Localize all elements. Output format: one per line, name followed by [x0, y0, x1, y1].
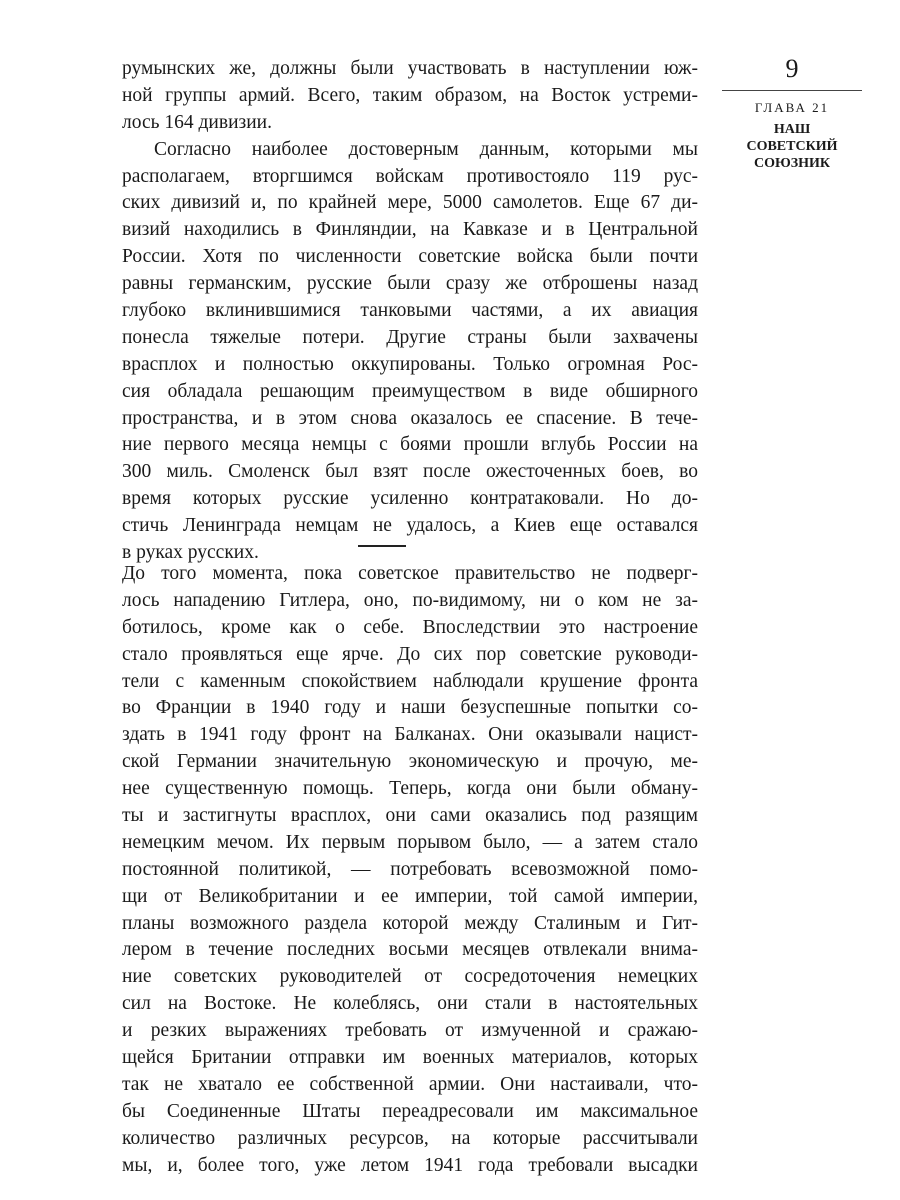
- chapter-title-line: СОВЕТСКИЙ: [746, 139, 838, 154]
- text-line: лось нападению Гитлера, оно, по-видимому, ни о ком не за-: [122, 589, 698, 611]
- text-line: ских дивизий и, по крайней мере, 5000 самолетов. Еще 67 ди-: [122, 192, 698, 214]
- text-line: располагаем, вторгшимся войскам противостояло 119 рус-: [122, 165, 698, 187]
- header-rule: [722, 90, 862, 91]
- text-line: тели с каменным спокойствием наблюдали крушение фронта: [122, 670, 698, 692]
- text-line: в руках русских.: [122, 542, 259, 564]
- text-line: равны германским, русские были сразу же отброшены назад: [122, 273, 698, 295]
- text-line: румынских же, должны были участвовать в наступлении юж-: [122, 58, 698, 79]
- text-line: бы Соединенные Штаты переадресовали им максимальное: [122, 1100, 698, 1122]
- text-line: пространства, и в этом снова оказалось ее спасение. В тече-: [122, 407, 698, 429]
- text-line: Согласно наиболее достоверным данным, которыми мы: [154, 138, 698, 160]
- text-line: щи от Великобритании и ее империи, той самой империи,: [122, 885, 698, 907]
- chapter-title: [722, 121, 862, 172]
- text-line: мы, и, более того, уже летом 1941 года требовали высадки: [122, 1154, 698, 1176]
- text-line: 300 миль. Смоленск был взят после ожесточенных боев, во: [122, 461, 698, 483]
- page-number: 9: [785, 54, 799, 83]
- text-line: количество различных ресурсов, на которые рассчитывали: [122, 1127, 698, 1149]
- text-line: врасплох и полностью оккупированы. Только огромная Рос-: [122, 353, 698, 375]
- text-line: визий находились в Финляндии, на Кавказе и в Центральной: [122, 219, 698, 241]
- text-line: планы возможного раздела которой между Сталиным и Гит-: [122, 912, 698, 934]
- chapter-title-line: НАШ: [773, 122, 811, 137]
- text-line: постоянной политикой, — потребовать всевозможной помо-: [122, 858, 698, 880]
- chapter-title-line: СОЮЗНИК: [753, 156, 831, 171]
- text-line: ние советских руководителей от сосредоточения немецких: [122, 966, 698, 988]
- text-line: ной группы армий. Всего, таким образом, на Восток устреми-: [122, 84, 698, 106]
- text-line: сия обладала решающим преимуществом в виде обширного: [122, 380, 698, 402]
- text-line: понесла тяжелые потери. Другие страны были захвачены: [122, 326, 698, 348]
- text-line: нее существенную помощь. Теперь, когда они были обману-: [122, 778, 698, 800]
- text-line: ние первого месяца немцы с боями прошли вглубь России на: [122, 434, 698, 456]
- text-line: так не хватало ее собственной армии. Они настаивали, что-: [122, 1073, 698, 1095]
- text-line: во Франции в 1940 году и наши безуспешные попытки со-: [122, 697, 698, 719]
- chapter-label: ГЛАВА 21: [754, 100, 830, 115]
- body-text-section-2: [122, 561, 698, 1179]
- text-line: стичь Ленинграда немцам не удалось, а Киев еще оставался: [122, 515, 698, 537]
- body-text-section-1: [122, 56, 698, 567]
- section-separator: [358, 545, 406, 547]
- text-line: лером в течение последних восьми месяцев отвлекали внима-: [122, 939, 698, 961]
- text-line: глубоко вклинившимися танковыми частями, а их авиация: [122, 300, 698, 322]
- text-line: стало проявляться еще ярче. До сих пор советские руководи-: [122, 643, 698, 665]
- text-line: время которых русские усиленно контратаковали. Но до-: [122, 488, 698, 510]
- text-line: До того момента, пока советское правительство не подверг-: [122, 563, 698, 584]
- text-line: немецким мечом. Их первым порывом было, — а затем стало: [122, 831, 698, 853]
- text-line: и резких выражениях требовать от измученной и сражаю-: [122, 1020, 698, 1042]
- text-line: сил на Востоке. Не колеблясь, они стали в настоятельных: [122, 993, 698, 1015]
- text-line: щейся Британии отправки им военных материалов, которых: [122, 1047, 698, 1069]
- text-line: лось 164 дивизии.: [122, 111, 272, 133]
- text-line: России. Хотя по численности советские войска были почти: [122, 246, 698, 268]
- text-line: ты и застигнуты врасплох, они сами оказались под разящим: [122, 805, 698, 827]
- text-line: ской Германии значительную экономическую и прочую, ме-: [122, 751, 698, 773]
- text-line: здать в 1941 году фронт на Балканах. Они оказывали нацист-: [122, 724, 698, 746]
- text-line: ботилось, кроме как о себе. Впоследствии это настроение: [122, 616, 698, 638]
